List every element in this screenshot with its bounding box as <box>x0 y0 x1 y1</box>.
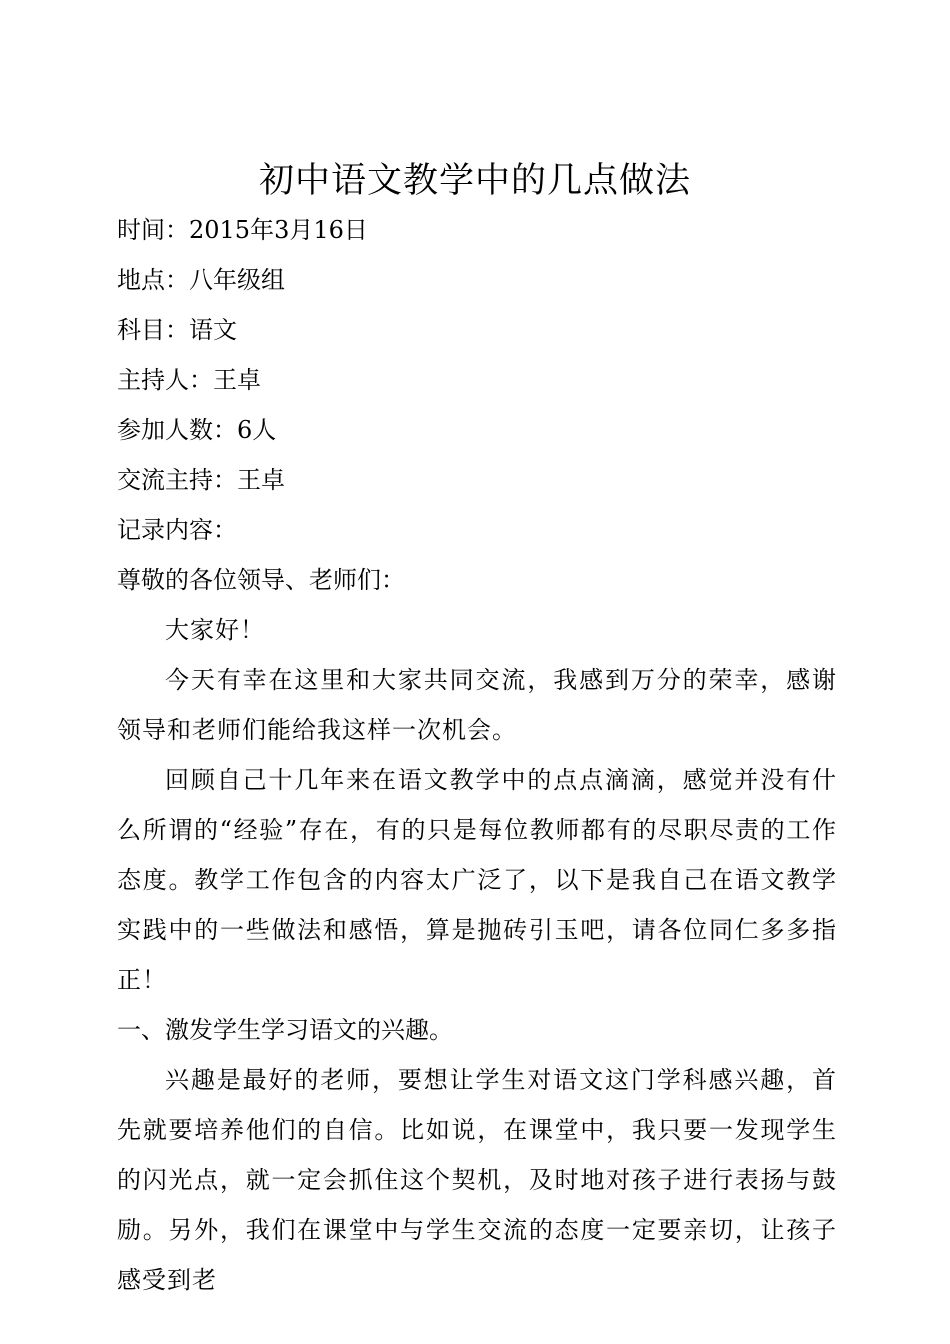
document-title: 初中语文教学中的几点做法 <box>258 161 691 201</box>
greeting: 大家好！ <box>165 616 265 644</box>
section-paragraph: 兴趣是最好的老师，要想让学生对语文这门学科感兴趣，首先就要培养他们的自信。比如说，在课堂中，我只要一发现学生的闪光点，就一定会抓住这个契机，及时地对孩子进行表扬与鼓励。另外，我们在课堂中与学生交流的态度一定要亲切，让孩子感受到老 <box>117 1066 837 1294</box>
meta-attendees: 参加人数：6人 <box>117 416 277 444</box>
meta-location: 地点：八年级组 <box>117 266 285 294</box>
meta-time: 时间：2015年3月16日 <box>117 216 368 244</box>
meta-subject: 科目：语文 <box>117 316 237 344</box>
meta-record-content: 记录内容： <box>117 516 237 544</box>
document-body <box>117 205 837 1305</box>
salutation: 尊敬的各位领导、老师们： <box>117 566 405 594</box>
paragraph: 回顾自己十几年来在语文教学中的点点滴滴，感觉并没有什么所谓的“经验”存在，有的只是每位教师都有的尽职尽责的工作态度。教学工作包含的内容太广泛了，以下是我自己在语文教学实践中的一些做法和感悟，算是抛砖引玉吧，请各位同仁多多指正！ <box>117 766 837 994</box>
paragraph: 今天有幸在这里和大家共同交流，我感到万分的荣幸，感谢领导和老师们能给我这样一次机会。 <box>117 666 837 744</box>
section-heading: 一、激发学生学习语文的兴趣。 <box>117 1016 453 1044</box>
meta-exchange-host: 交流主持：王卓 <box>117 466 285 494</box>
meta-host: 主持人：王卓 <box>117 366 261 394</box>
